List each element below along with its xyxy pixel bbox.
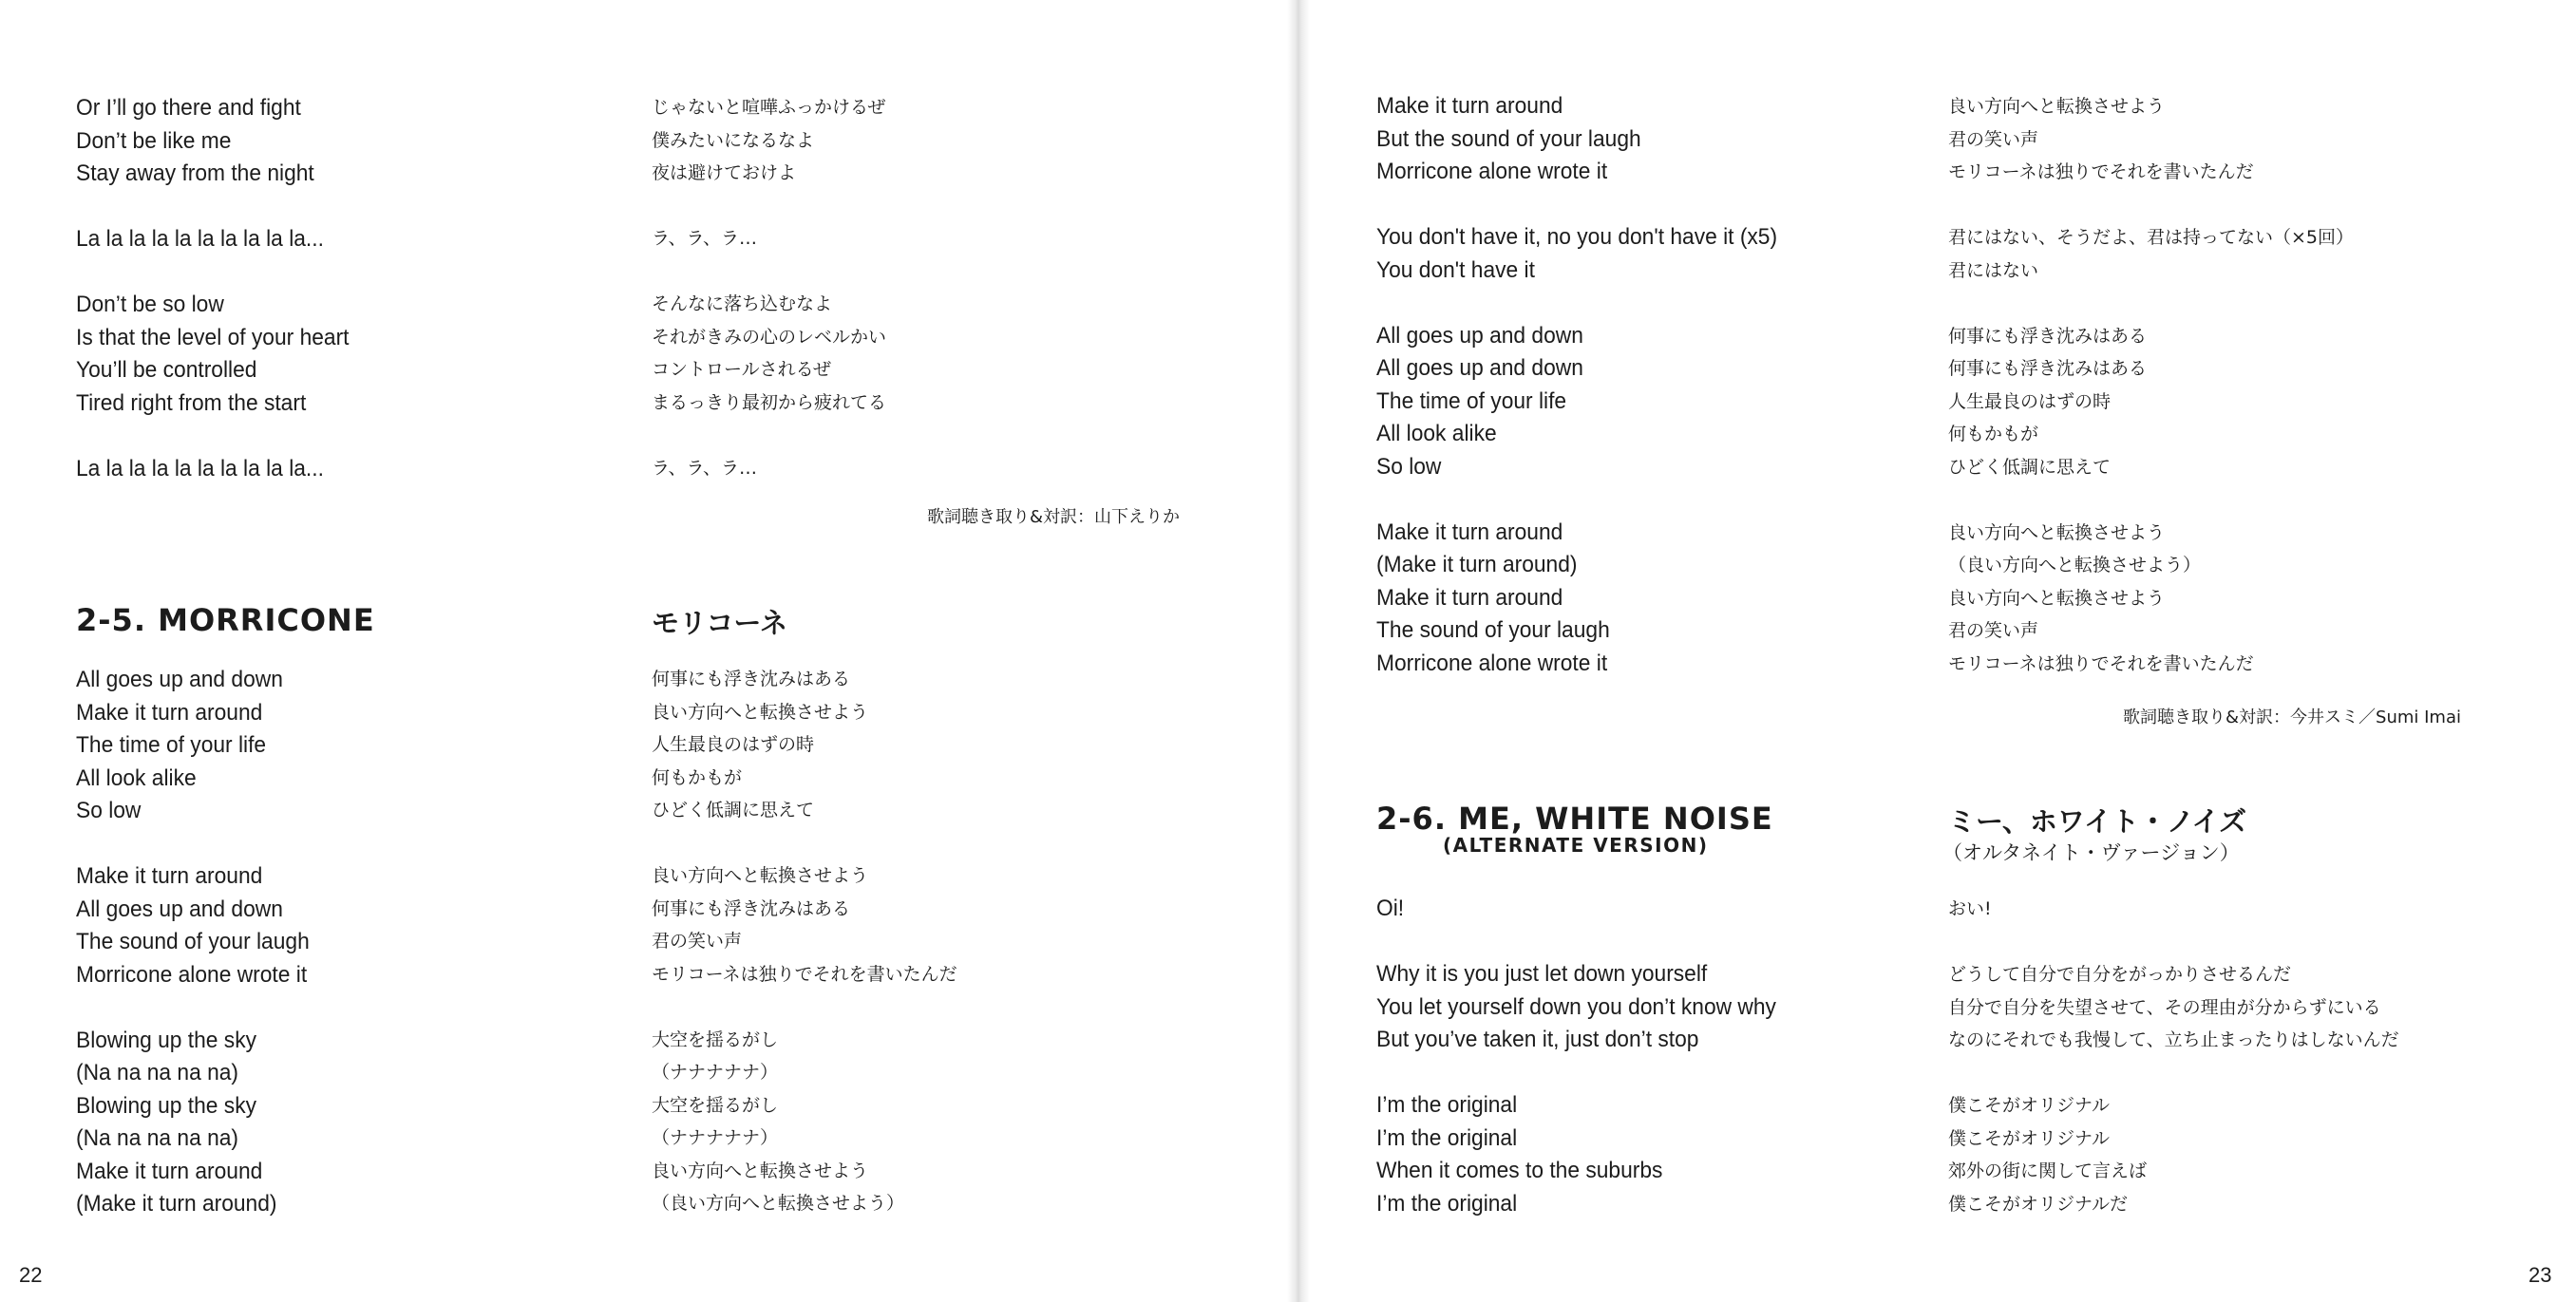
lyric-line-ja: 何事にも浮き沈みはある (1948, 358, 2148, 379)
lyric-line-ja: じゃないと喧嘩ふっかけるぜ (652, 97, 886, 118)
lyric-line-ja: そんなに落ち込むなよ (652, 293, 833, 314)
lyric-line-ja: 僕こそがオリジナルだ (1948, 1193, 2129, 1215)
song-subtitle-en-white-noise: (ALTERNATE VERSION) (1443, 834, 1709, 857)
lyric-line-ja: おい! (1948, 898, 1992, 919)
lyric-line-en: Morricone alone wrote it (1376, 650, 1608, 676)
lyric-line-ja: 郊外の街に関して言えば (1948, 1160, 2148, 1181)
lyric-line-ja: （ナナナナナ） (652, 1062, 779, 1083)
lyric-line-en: (Make it turn around) (76, 1191, 277, 1217)
book-spine (1287, 0, 1310, 1302)
left-translation-credit: 歌詞聴き取り&対訳：山下えりか (927, 507, 1181, 527)
lyric-line-en: The time of your life (1376, 387, 1567, 414)
lyric-line-en: You don't have it, no you don't have it (x5) (1376, 224, 1778, 250)
lyric-line-ja: モリコーネは独りでそれを書いたんだ (652, 963, 957, 985)
lyric-line-ja: 僕こそがオリジナル (1948, 1127, 2111, 1149)
lyric-line-ja: コントロールされるぜ (652, 359, 832, 380)
lyric-line-ja: 良い方向へと転換させよう (652, 701, 869, 723)
lyric-line-ja: 良い方向へと転換させよう (652, 1160, 869, 1181)
lyric-line-ja: 何事にも浮き沈みはある (652, 669, 851, 689)
lyric-line-en: All goes up and down (1376, 355, 1583, 381)
lyric-line-ja: 僕こそがオリジナル (1948, 1095, 2111, 1116)
lyric-line-ja: （良い方向へと転換させよう） (652, 1193, 905, 1214)
lyric-line-en: Don’t be so low (76, 292, 224, 317)
lyric-line-en: (Na na na na na) (76, 1125, 239, 1151)
lyric-line-en: All look alike (76, 764, 197, 791)
lyric-line-en: La la la la la la la la la la... (76, 455, 324, 481)
lyric-line-en: You don't have it (1376, 256, 1535, 283)
lyric-line-ja: まるっきり最初から疲れてる (652, 391, 887, 413)
lyric-line-en: But you’ve taken it, just don’t stop (1376, 1027, 1699, 1052)
song-title-ja-morricone: モリコーネ (652, 607, 787, 639)
lyric-line-ja: 大空を揺るがし (652, 1028, 779, 1050)
lyric-line-ja: 何もかもが (1948, 424, 2039, 444)
lyric-line-en: Make it turn around (1376, 519, 1563, 545)
lyric-line-en: The sound of your laugh (76, 929, 310, 954)
lyric-line-en: The time of your life (76, 732, 267, 758)
lyric-line-en: All goes up and down (76, 667, 283, 692)
lyric-line-en: I’m the original (1376, 1190, 1518, 1217)
lyric-line-ja: 何事にも浮き沈みはある (1948, 325, 2148, 347)
lyric-line-en: Make it turn around (1376, 93, 1563, 119)
lyric-line-ja: ラ、ラ、ラ… (652, 228, 757, 249)
lyric-line-en: Oi! (1376, 896, 1405, 921)
lyric-line-ja: （ナナナナナ） (652, 1127, 779, 1148)
lyric-line-ja: （良い方向へと転換させよう） (1948, 555, 2202, 576)
lyric-line-ja: なのにそれでも我慢して、立ち止まったりはしないんだ (1948, 1029, 2399, 1050)
lyric-line-ja: 良い方向へと転換させよう (652, 865, 869, 886)
lyric-line-en: I’m the original (1376, 1124, 1518, 1151)
lyric-line-ja: 良い方向へと転換させよう (1948, 521, 2166, 543)
lyric-line-ja: 君の笑い声 (652, 931, 743, 952)
right-translation-credit: 歌詞聴き取り&対訳：今井スミ／Sumi Imai (2123, 708, 2461, 727)
lyric-line-ja: 人生最良のはずの時 (1948, 390, 2112, 412)
lyric-line-en: All goes up and down (1376, 322, 1583, 349)
lyric-line-en: I’m the original (1376, 1092, 1518, 1118)
lyric-line-en: (Make it turn around) (1376, 552, 1578, 577)
lyric-line-ja: モリコーネは独りでそれを書いたんだ (1948, 161, 2254, 182)
lyric-line-ja: 夜は避けておけよ (652, 162, 797, 183)
lyric-line-ja: 僕みたいになるなよ (652, 129, 815, 151)
lyric-line-en: All goes up and down (76, 896, 283, 922)
song-title-ja-white-noise: ミー、ホワイト・ノイズ (1948, 805, 2247, 838)
lyric-line-en: So low (76, 798, 142, 823)
lyric-line-en: When it comes to the suburbs (1376, 1158, 1663, 1183)
lyric-line-en: You’ll be controlled (76, 357, 257, 383)
lyric-line-ja: 良い方向へと転換させよう (1948, 587, 2166, 609)
lyric-line-en: Blowing up the sky (76, 1092, 256, 1119)
lyric-line-ja: どうして自分で自分をがっかりさせるんだ (1948, 964, 2292, 985)
lyric-line-en: Morricone alone wrote it (1376, 159, 1608, 184)
lyric-line-ja: 君の笑い声 (1948, 620, 2039, 641)
lyric-line-en: Stay away from the night (76, 160, 314, 186)
song-title-en-white-noise: 2-6. ME, WHITE NOISE (1376, 801, 1773, 837)
lyric-line-ja: それがきみの心のレベルかい (652, 326, 887, 348)
lyric-line-en: The sound of your laugh (1376, 617, 1610, 643)
lyric-line-ja: モリコーネは独りでそれを書いたんだ (1948, 652, 2254, 674)
lyric-line-ja: ラ、ラ、ラ… (652, 457, 757, 479)
lyric-line-en: Make it turn around (76, 863, 263, 889)
lyric-line-en: Morricone alone wrote it (76, 961, 308, 988)
lyric-line-en: Why it is you just let down yourself (1376, 961, 1708, 987)
lyric-line-en: So low (1376, 453, 1442, 480)
lyric-line-ja: 何事にも浮き沈みはある (652, 897, 851, 919)
lyric-line-ja: 人生最良のはずの時 (652, 734, 815, 755)
lyric-line-ja: ひどく低調に思えて (652, 800, 815, 821)
song-subtitle-ja-white-noise: （オルタネイト・ヴァージョン） (1942, 841, 2240, 864)
lyric-line-en: Don’t be like me (76, 127, 232, 154)
page-number-left: 22 (19, 1263, 43, 1287)
lyric-line-ja: 君にはない、そうだよ、君は持ってない（×5回） (1948, 227, 2355, 248)
lyric-line-en: Make it turn around (76, 1158, 263, 1184)
page-number-right: 23 (2529, 1263, 2552, 1287)
lyric-line-en: Or I’ll go there and fight (76, 95, 301, 121)
lyric-line-en: Tired right from the start (76, 389, 307, 416)
lyric-line-en: But the sound of your laugh (1376, 125, 1641, 152)
lyric-line-en: All look alike (1376, 421, 1497, 446)
lyric-line-ja: 良い方向へと転換させよう (1948, 96, 2166, 117)
lyric-line-ja: 君にはない (1948, 259, 2039, 281)
lyric-line-en: Blowing up the sky (76, 1027, 256, 1053)
lyric-line-en: Is that the level of your heart (76, 324, 350, 350)
lyric-line-en: Make it turn around (1376, 584, 1563, 611)
lyric-line-ja: 君の笑い声 (1948, 128, 2039, 150)
lyric-line-en: La la la la la la la la la la... (76, 226, 324, 252)
lyric-line-ja: 自分で自分を失望させて、その理由が分からずにいる (1948, 996, 2381, 1018)
lyric-line-en: You let yourself down you don’t know why (1376, 993, 1776, 1020)
lyric-line-ja: 大空を揺るがし (652, 1094, 779, 1116)
lyric-line-en: Make it turn around (76, 699, 263, 726)
lyric-line-ja: 何もかもが (652, 766, 743, 788)
song-title-en-morricone: 2-5. MORRICONE (76, 602, 375, 638)
lyric-line-en: (Na na na na na) (76, 1060, 239, 1085)
lyric-line-ja: ひどく低調に思えて (1948, 456, 2112, 478)
